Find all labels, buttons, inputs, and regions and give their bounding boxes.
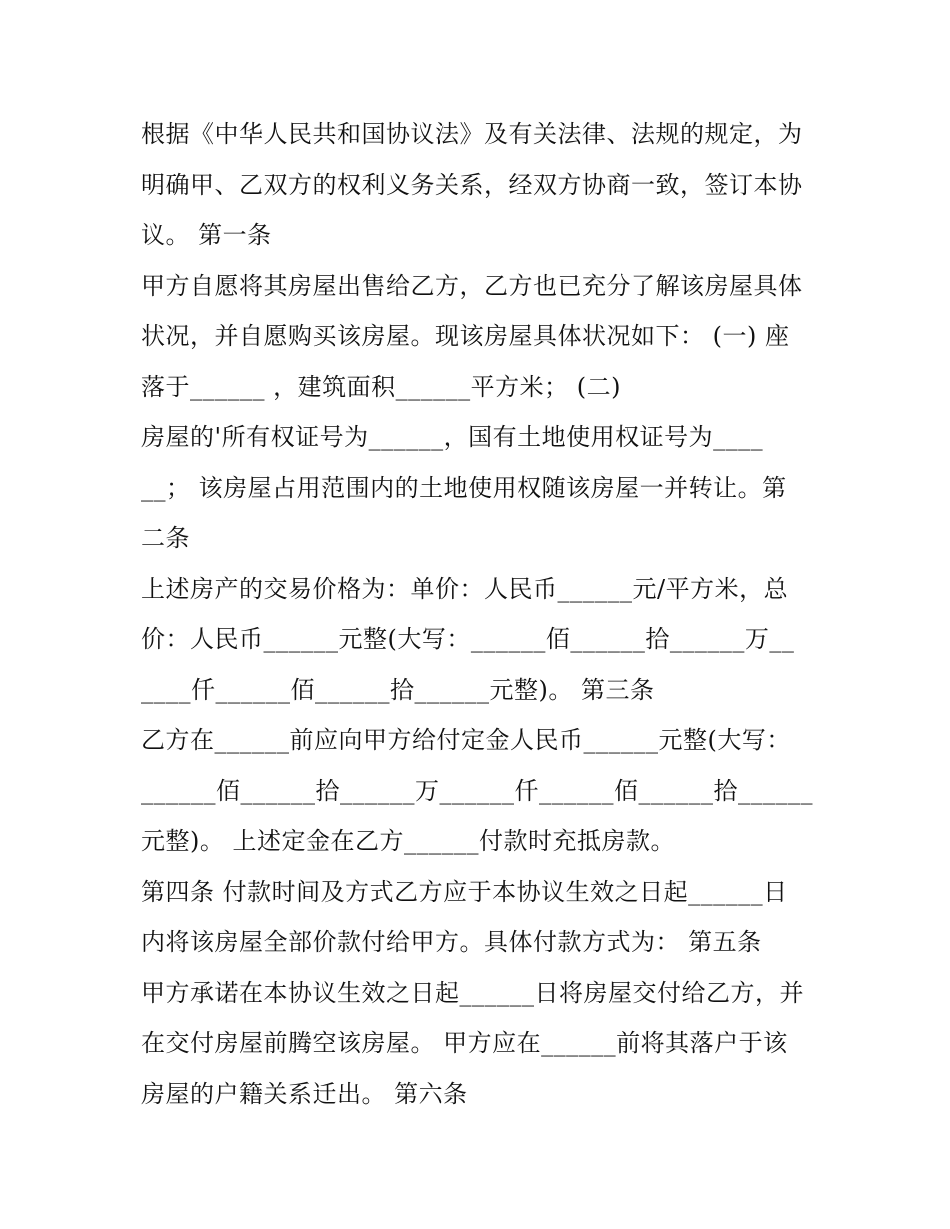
text-line: 房屋的'所有权证号为______，国有土地使用权证号为____ [141, 423, 764, 451]
text-line: ____仟______佰______拾______元整)。 第三条 [141, 675, 655, 704]
text-line: 在交付房屋前腾空该房屋。 甲方应在______前将其落户于该 [141, 1029, 788, 1057]
text-line: 上述房产的交易价格为：单价：人民币______元/平方米，总 [141, 574, 789, 603]
text-line: 房屋的户籍关系迁出。 第六条 [141, 1079, 468, 1108]
text-line: 乙方在______前应向甲方给付定金人民币______元整(大写： [141, 726, 791, 754]
text-line: 根据《中华人民共和国协议法》及有关法律、法规的规定，为 [141, 120, 803, 148]
text-line: 第四条 付款时间及方式乙方应于本协议生效之日起______日 [141, 877, 788, 906]
text-line: ______佰______拾______万______仟______佰______拾______ [141, 776, 813, 805]
text-line: 二条 [141, 524, 190, 552]
text-line: 状况，并自愿购买该房屋。现该房屋具体状况如下： (一) 座 [141, 322, 790, 350]
text-line: __； 该房屋占用范围内的土地使用权随该房屋一并转让。第 [141, 473, 787, 502]
text-line: 甲方自愿将其房屋出售给乙方，乙方也已充分了解该房屋具体 [141, 271, 803, 300]
text-line: 元整)。 上述定金在乙方______付款时充抵房款。 [141, 827, 675, 855]
text-line: 价：人民币______元整(大写：______佰______拾______万__ [141, 625, 795, 653]
text-line: 甲方承诺在本协议生效之日起______日将房屋交付给乙方，并 [141, 978, 804, 1007]
agreement-body [141, 109, 821, 1119]
text-line: 落于______ ，建筑面积______平方米； (二) [141, 372, 621, 401]
text-line: 内将该房屋全部价款付给甲方。具体付款方式为： 第五条 [141, 928, 762, 956]
text-line: 议。 第一条 [141, 221, 272, 249]
text-line: 明确甲、乙双方的权利义务关系，经双方协商一致，签订本协 [141, 170, 803, 199]
